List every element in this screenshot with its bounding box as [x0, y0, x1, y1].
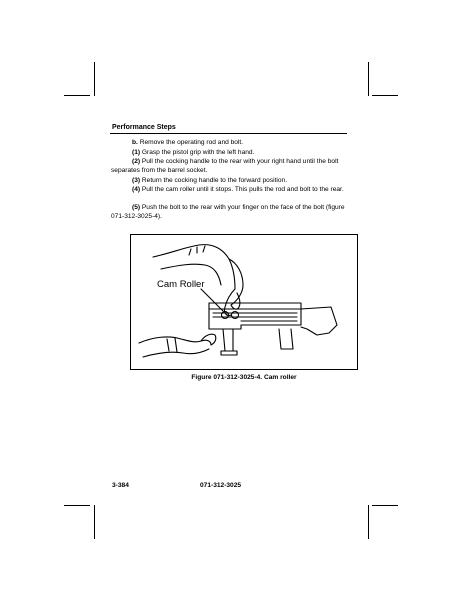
crop-mark	[94, 62, 95, 96]
crop-mark	[94, 505, 95, 539]
step-number: (3)	[132, 177, 141, 184]
support-base	[221, 351, 237, 355]
step-text: Push the bolt to the rear with your finger on the face of the bolt (figure 071-312-3025-4).	[111, 204, 345, 221]
step-number: (2)	[132, 158, 141, 165]
step-text: Return the cocking handle to the forward position.	[140, 177, 288, 184]
step-1	[111, 148, 369, 157]
lower-thumb	[201, 334, 216, 345]
cam-roller-label: Cam Roller	[157, 279, 205, 290]
step-3	[111, 176, 369, 185]
step-text: Grasp the pistol grip with the left hand.	[140, 149, 255, 156]
hand-back	[229, 259, 243, 305]
step-text: Pull the cam roller until it stops. This pulls the rod and bolt to the rear.	[140, 186, 344, 193]
step-number: (1)	[132, 149, 141, 156]
lower-hand-lines	[167, 338, 177, 352]
crop-mark	[368, 505, 369, 539]
step-number: (4)	[132, 186, 141, 193]
crop-mark	[64, 505, 90, 506]
footer-task-number: 071-312-3025	[200, 482, 242, 489]
crop-mark	[372, 505, 398, 506]
cam-roller-drawing	[131, 235, 359, 371]
cuff-marks	[189, 246, 205, 255]
stock-end	[301, 307, 337, 335]
step-letter: b.	[132, 139, 138, 146]
support-leg	[223, 329, 233, 351]
label-leader-line	[201, 289, 223, 311]
step-4	[111, 185, 348, 194]
step-5	[111, 203, 348, 221]
crop-mark	[64, 95, 90, 96]
step-text: Pull the cocking handle to the rear with your right hand until the bolt separates from the barrel socket.	[111, 158, 339, 175]
crop-mark	[372, 95, 398, 96]
step-2	[111, 157, 348, 175]
step-b	[111, 138, 369, 147]
crop-mark	[368, 62, 369, 96]
figure-illustration	[130, 234, 358, 370]
footer-page-number: 3-384	[112, 482, 129, 489]
step-text: Remove the operating rod and bolt.	[137, 139, 244, 146]
section-title: Performance Steps	[112, 124, 176, 131]
pistol-grip	[279, 329, 293, 349]
barrel-top	[209, 303, 301, 309]
lower-arm-bottom	[143, 349, 209, 357]
header-rule	[110, 133, 347, 134]
step-number: (5)	[132, 204, 141, 211]
figure-caption: Figure 071-312-3025-4. Cam roller	[191, 374, 297, 381]
